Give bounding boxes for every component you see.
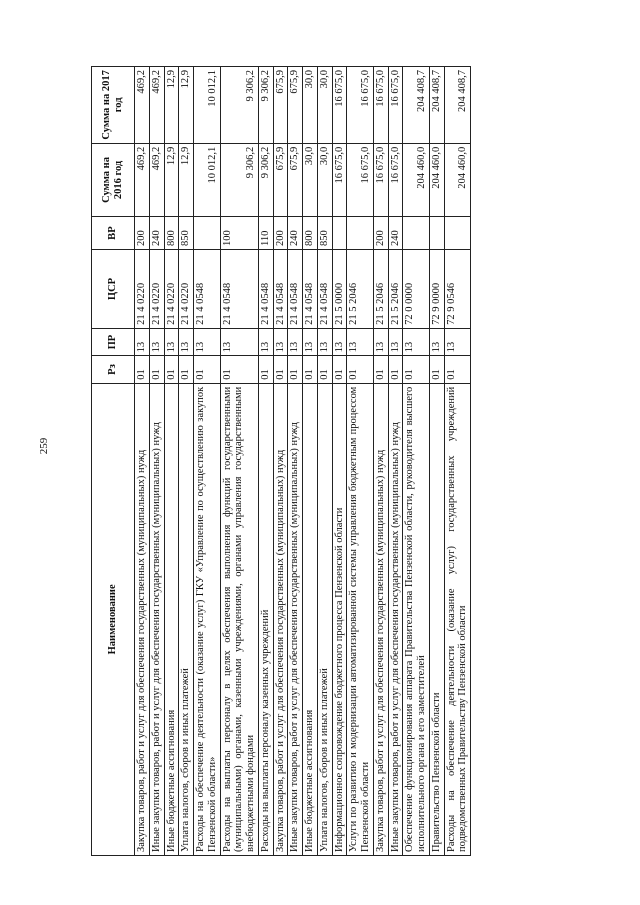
cell-vr: 850 bbox=[317, 217, 332, 250]
cell-rz: 01 bbox=[388, 356, 403, 383]
cell-csr: 21 4 0548 bbox=[303, 250, 318, 329]
cell-vr: 110 bbox=[258, 217, 273, 250]
cell-pr: 13 bbox=[288, 328, 303, 355]
cell-name: Расходы на обеспечение деятельности (оказание услуг) ГКУ «Управление по осуществлению закупок Пензенской области» bbox=[194, 383, 221, 855]
cell-pr: 13 bbox=[164, 328, 179, 355]
cell-vr: 200 bbox=[135, 217, 150, 250]
cell-vr: 200 bbox=[373, 217, 388, 250]
budget-table-container bbox=[91, 66, 571, 856]
table-body bbox=[135, 67, 471, 856]
table-row bbox=[332, 67, 347, 856]
cell-sum-2016: 204 460,0 bbox=[429, 143, 444, 216]
header-name: Наименование bbox=[92, 383, 135, 855]
cell-rz: 01 bbox=[403, 356, 430, 383]
cell-sum-2017: 16 675,0 bbox=[373, 67, 388, 144]
cell-pr: 13 bbox=[258, 328, 273, 355]
cell-vr: 240 bbox=[288, 217, 303, 250]
cell-csr: 21 4 0548 bbox=[288, 250, 303, 329]
cell-csr: 21 5 0000 bbox=[332, 250, 347, 329]
cell-pr: 13 bbox=[347, 328, 374, 355]
cell-rz: 01 bbox=[373, 356, 388, 383]
cell-name: Иные закупки товаров, работ и услуг для обеспечения государственных (муниципальных) нужд bbox=[288, 383, 303, 855]
cell-rz: 01 bbox=[347, 356, 374, 383]
cell-rz: 01 bbox=[164, 356, 179, 383]
table-row bbox=[149, 67, 164, 856]
table-row bbox=[220, 67, 258, 856]
cell-sum-2017: 16 675,0 bbox=[388, 67, 403, 144]
cell-sum-2017: 16 675,0 bbox=[332, 67, 347, 144]
cell-csr: 21 5 2046 bbox=[347, 250, 374, 329]
cell-name: Иные бюджетные ассигнования bbox=[303, 383, 318, 855]
cell-sum-2016: 204 460,0 bbox=[403, 143, 430, 216]
cell-rz: 01 bbox=[220, 356, 258, 383]
cell-vr: 240 bbox=[149, 217, 164, 250]
table-row bbox=[303, 67, 318, 856]
cell-csr: 21 4 0220 bbox=[179, 250, 194, 329]
header-vr: ВР bbox=[92, 217, 135, 250]
cell-sum-2017: 12,9 bbox=[179, 67, 194, 144]
cell-csr: 72 0 0000 bbox=[403, 250, 430, 329]
cell-sum-2017: 675,9 bbox=[273, 67, 288, 144]
cell-name: Уплата налогов, сборов и иных платежей bbox=[317, 383, 332, 855]
table-row bbox=[288, 67, 303, 856]
page-number: 259 bbox=[38, 437, 50, 455]
cell-pr: 13 bbox=[403, 328, 430, 355]
table-row bbox=[373, 67, 388, 856]
cell-sum-2017: 469,2 bbox=[135, 67, 150, 144]
cell-vr bbox=[444, 217, 471, 250]
cell-vr: 850 bbox=[179, 217, 194, 250]
cell-rz: 01 bbox=[332, 356, 347, 383]
cell-name: Услуги по развитию и модернизации автоматизированной системы управления бюджетным процессом Пензенской области bbox=[347, 383, 374, 855]
cell-pr: 13 bbox=[149, 328, 164, 355]
cell-csr: 21 4 0548 bbox=[273, 250, 288, 329]
cell-name: Расходы на обеспечение деятельности (оказание услуг) государственных учреждений подведомственных Правительству Пензенской области bbox=[444, 383, 471, 855]
cell-pr: 13 bbox=[332, 328, 347, 355]
cell-sum-2016: 16 675,0 bbox=[332, 143, 347, 216]
header-sum-2016: Сумма на 2016 год bbox=[92, 143, 135, 216]
cell-csr: 21 4 0220 bbox=[135, 250, 150, 329]
cell-pr: 13 bbox=[388, 328, 403, 355]
cell-vr: 800 bbox=[164, 217, 179, 250]
cell-sum-2017: 204 408,7 bbox=[403, 67, 430, 144]
cell-rz: 01 bbox=[303, 356, 318, 383]
cell-pr: 13 bbox=[135, 328, 150, 355]
cell-sum-2016: 469,2 bbox=[149, 143, 164, 216]
cell-sum-2016: 204 460,0 bbox=[444, 143, 471, 216]
cell-pr: 13 bbox=[373, 328, 388, 355]
cell-name: Закупка товаров, работ и услуг для обеспечения государственных (муниципальных) нужд bbox=[273, 383, 288, 855]
cell-pr: 13 bbox=[273, 328, 288, 355]
cell-name: Иные закупки товаров, работ и услуг для обеспечения государственных (муниципальных) нужд bbox=[388, 383, 403, 855]
cell-vr: 200 bbox=[273, 217, 288, 250]
header-rz: Рз bbox=[92, 356, 135, 383]
cell-csr: 21 4 0220 bbox=[164, 250, 179, 329]
cell-sum-2016: 9 306,2 bbox=[220, 143, 258, 216]
cell-csr: 21 4 0220 bbox=[149, 250, 164, 329]
cell-name: Иные бюджетные ассигнования bbox=[164, 383, 179, 855]
table-row bbox=[135, 67, 150, 856]
table-row bbox=[194, 67, 221, 856]
cell-sum-2017: 675,9 bbox=[288, 67, 303, 144]
cell-name: Расходы на выплаты персоналу в целях обеспечения выполнения функций государственными (муниципальными) органами, казенными учреждениями, органами управления государственными внебюджетными фондами bbox=[220, 383, 258, 855]
cell-pr: 13 bbox=[303, 328, 318, 355]
cell-rz: 01 bbox=[179, 356, 194, 383]
table-row bbox=[444, 67, 471, 856]
cell-sum-2017: 30,0 bbox=[303, 67, 318, 144]
table-row bbox=[347, 67, 374, 856]
cell-name: Закупка товаров, работ и услуг для обеспечения государственных (муниципальных) нужд bbox=[135, 383, 150, 855]
cell-csr: 72 9 0000 bbox=[429, 250, 444, 329]
cell-sum-2016: 16 675,0 bbox=[373, 143, 388, 216]
cell-csr: 21 4 0548 bbox=[258, 250, 273, 329]
table-row bbox=[258, 67, 273, 856]
cell-sum-2017: 9 306,2 bbox=[258, 67, 273, 144]
cell-csr: 21 5 2046 bbox=[373, 250, 388, 329]
cell-rz: 01 bbox=[135, 356, 150, 383]
cell-rz: 01 bbox=[149, 356, 164, 383]
table-row bbox=[317, 67, 332, 856]
cell-rz: 01 bbox=[288, 356, 303, 383]
cell-rz: 01 bbox=[429, 356, 444, 383]
cell-rz: 01 bbox=[273, 356, 288, 383]
cell-pr: 13 bbox=[429, 328, 444, 355]
cell-csr: 72 9 0546 bbox=[444, 250, 471, 329]
cell-sum-2016: 675,9 bbox=[288, 143, 303, 216]
cell-rz: 01 bbox=[258, 356, 273, 383]
cell-sum-2017: 10 012,1 bbox=[194, 67, 221, 144]
cell-sum-2017: 16 675,0 bbox=[347, 67, 374, 144]
cell-csr: 21 4 0548 bbox=[317, 250, 332, 329]
cell-rz: 01 bbox=[317, 356, 332, 383]
cell-name: Обеспечение функционирования аппарата Правительства Пензенской области, руководителя высшего исполнительного органа и его заместителей bbox=[403, 383, 430, 855]
cell-name: Закупка товаров, работ и услуг для обеспечения государственных (муниципальных) нужд bbox=[373, 383, 388, 855]
cell-name: Уплата налогов, сборов и иных платежей bbox=[179, 383, 194, 855]
cell-pr: 13 bbox=[317, 328, 332, 355]
cell-sum-2016: 675,9 bbox=[273, 143, 288, 216]
cell-name: Расходы на выплаты персоналу казенных учреждений bbox=[258, 383, 273, 855]
cell-sum-2017: 30,0 bbox=[317, 67, 332, 144]
cell-rz: 01 bbox=[444, 356, 471, 383]
cell-sum-2016: 10 012,1 bbox=[194, 143, 221, 216]
cell-csr: 21 4 0548 bbox=[220, 250, 258, 329]
table-row bbox=[429, 67, 444, 856]
cell-name: Правительство Пензенской области bbox=[429, 383, 444, 855]
cell-vr: 800 bbox=[303, 217, 318, 250]
cell-vr bbox=[347, 217, 374, 250]
cell-sum-2017: 9 306,2 bbox=[220, 67, 258, 144]
cell-rz: 01 bbox=[194, 356, 221, 383]
cell-vr bbox=[194, 217, 221, 250]
cell-name: Иные закупки товаров, работ и услуг для обеспечения государственных (муниципальных) нужд bbox=[149, 383, 164, 855]
table-row bbox=[164, 67, 179, 856]
cell-sum-2016: 30,0 bbox=[317, 143, 332, 216]
table-row bbox=[388, 67, 403, 856]
cell-sum-2017: 204 408,7 bbox=[429, 67, 444, 144]
cell-sum-2016: 469,2 bbox=[135, 143, 150, 216]
cell-sum-2017: 469,2 bbox=[149, 67, 164, 144]
cell-vr: 100 bbox=[220, 217, 258, 250]
cell-sum-2016: 12,9 bbox=[179, 143, 194, 216]
cell-sum-2017: 204 408,7 bbox=[444, 67, 471, 144]
table-header-row bbox=[92, 67, 135, 856]
cell-csr: 21 5 2046 bbox=[388, 250, 403, 329]
cell-vr bbox=[332, 217, 347, 250]
cell-sum-2016: 30,0 bbox=[303, 143, 318, 216]
cell-vr bbox=[403, 217, 430, 250]
cell-vr bbox=[429, 217, 444, 250]
cell-pr: 13 bbox=[179, 328, 194, 355]
cell-pr: 13 bbox=[220, 328, 258, 355]
cell-sum-2016: 16 675,0 bbox=[388, 143, 403, 216]
table-row bbox=[403, 67, 430, 856]
cell-vr: 240 bbox=[388, 217, 403, 250]
cell-sum-2017: 12,9 bbox=[164, 67, 179, 144]
table-row bbox=[273, 67, 288, 856]
header-csr: ЦСР bbox=[92, 250, 135, 329]
cell-pr: 13 bbox=[194, 328, 221, 355]
cell-csr: 21 4 0548 bbox=[194, 250, 221, 329]
cell-sum-2016: 16 675,0 bbox=[347, 143, 374, 216]
cell-sum-2016: 9 306,2 bbox=[258, 143, 273, 216]
cell-pr: 13 bbox=[444, 328, 471, 355]
header-pr: ПР bbox=[92, 328, 135, 355]
table-row bbox=[179, 67, 194, 856]
cell-name: Информационное сопровождение бюджетного процесса Пензенской области bbox=[332, 383, 347, 855]
cell-sum-2016: 12,9 bbox=[164, 143, 179, 216]
budget-table bbox=[91, 66, 471, 856]
header-sum-2017: Сумма на 2017 год bbox=[92, 67, 135, 144]
